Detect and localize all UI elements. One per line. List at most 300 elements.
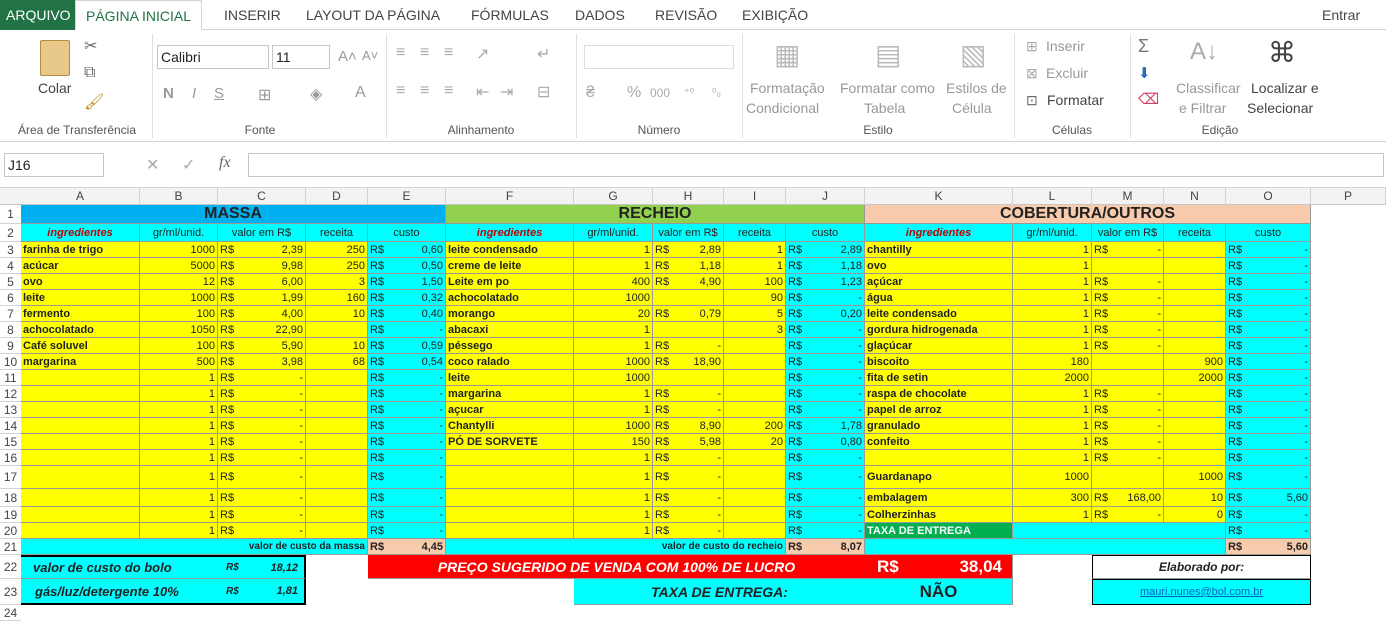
receita-value-massa[interactable]: 3	[306, 274, 368, 290]
ingredient-name-recheio[interactable]	[446, 523, 574, 539]
ingredient-name-recheio[interactable]: Chantylli	[446, 418, 574, 434]
custo-cell-cobertura[interactable]	[1226, 386, 1311, 402]
column-header-N[interactable]: N	[1164, 188, 1226, 205]
suggested-price-value[interactable]	[865, 555, 1013, 579]
decrease-indent-icon[interactable]: ⇤	[476, 84, 490, 101]
ingredient-name-cobertura[interactable]: leite condensado	[865, 306, 1013, 322]
valor-cell-cobertura[interactable]	[1092, 306, 1164, 322]
receita-value-recheio[interactable]: 200	[724, 418, 786, 434]
custo-cell-cobertura[interactable]	[1226, 242, 1311, 258]
ingredient-name-cobertura[interactable]: granulado	[865, 418, 1013, 434]
row-header-6[interactable]: 6	[0, 290, 21, 306]
custo-cell-cobertura[interactable]	[1226, 523, 1311, 539]
receita-value-recheio[interactable]: 1	[724, 258, 786, 274]
custo-cell-recheio[interactable]	[786, 386, 865, 402]
receita-value-recheio[interactable]: 1	[724, 242, 786, 258]
custo-cell-massa[interactable]	[368, 507, 446, 523]
column-header-B[interactable]: B	[140, 188, 218, 205]
column-header-O[interactable]: O	[1226, 188, 1311, 205]
insert-cells-icon[interactable]: ⊞	[1026, 38, 1038, 54]
gr-value-massa[interactable]: 500	[140, 354, 218, 370]
gr-value-cobertura[interactable]: 180	[1013, 354, 1092, 370]
name-box[interactable]: J16	[4, 153, 104, 177]
tab-pagina-inicial[interactable]: PÁGINA INICIAL	[75, 0, 202, 30]
valor-cell-recheio[interactable]	[653, 450, 724, 466]
receita-value-massa[interactable]: 250	[306, 258, 368, 274]
cut-icon[interactable]: ✂	[84, 38, 98, 55]
custo-cell-massa[interactable]	[368, 450, 446, 466]
row-header-13[interactable]: 13	[0, 402, 21, 418]
gr-value-recheio[interactable]: 1	[574, 242, 653, 258]
receita-value-cobertura[interactable]	[1164, 290, 1226, 306]
valor-cell-cobertura[interactable]	[1092, 450, 1164, 466]
receita-value-cobertura[interactable]: 2000	[1164, 370, 1226, 386]
receita-value-massa[interactable]	[306, 450, 368, 466]
find-line2[interactable]: Selecionar	[1247, 100, 1314, 116]
paste-button[interactable]: Colar	[38, 80, 72, 96]
receita-value-cobertura[interactable]	[1164, 258, 1226, 274]
sort-filter-icon[interactable]: A↓	[1190, 38, 1219, 65]
valor-cell-cobertura[interactable]	[1092, 290, 1164, 306]
autosum-icon[interactable]: Σ	[1138, 36, 1150, 56]
gr-value-recheio[interactable]: 1	[574, 386, 653, 402]
custo-cell-recheio[interactable]	[786, 242, 865, 258]
cobertura-total-value[interactable]	[1226, 539, 1311, 555]
receita-value-massa[interactable]	[306, 370, 368, 386]
custo-cell-cobertura[interactable]	[1226, 290, 1311, 306]
ingredient-name-massa[interactable]: margarina	[21, 354, 140, 370]
valor-cell-massa[interactable]	[218, 274, 306, 290]
custo-cell-massa[interactable]	[368, 306, 446, 322]
ingredient-name-massa[interactable]: fermento	[21, 306, 140, 322]
ingredient-name-recheio[interactable]: péssego	[446, 338, 574, 354]
valor-cell-massa[interactable]	[218, 354, 306, 370]
gr-value-recheio[interactable]: 1	[574, 402, 653, 418]
borders-icon[interactable]: ⊞	[258, 87, 272, 104]
valor-cell-massa[interactable]	[218, 450, 306, 466]
header-valor-massa[interactable]: valor em R$	[218, 224, 306, 242]
custo-cell-massa[interactable]	[368, 386, 446, 402]
valor-cell-cobertura[interactable]	[1092, 370, 1164, 386]
column-header-K[interactable]: K	[865, 188, 1013, 205]
valor-cell-recheio[interactable]	[653, 338, 724, 354]
receita-value-massa[interactable]	[306, 434, 368, 450]
custo-cell-recheio[interactable]	[786, 507, 865, 523]
gr-value-cobertura[interactable]: 300	[1013, 489, 1092, 507]
ingredient-name-cobertura[interactable]: chantilly	[865, 242, 1013, 258]
wrap-text-icon[interactable]: ↵	[537, 46, 551, 63]
tab-inserir[interactable]: INSERIR	[224, 7, 281, 23]
row-header-10[interactable]: 10	[0, 354, 21, 370]
row-header-21[interactable]: 21	[0, 539, 21, 555]
receita-value-massa[interactable]	[306, 466, 368, 489]
receita-value-massa[interactable]	[306, 386, 368, 402]
gr-value-massa[interactable]: 1	[140, 466, 218, 489]
ingredient-name-massa[interactable]: achocolatado	[21, 322, 140, 338]
receita-value-cobertura[interactable]	[1164, 418, 1226, 434]
valor-cell-massa[interactable]	[218, 306, 306, 322]
receita-value-recheio[interactable]	[724, 507, 786, 523]
custo-cell-massa[interactable]	[368, 290, 446, 306]
valor-cell-massa[interactable]	[218, 523, 306, 539]
tab-exibicao[interactable]: EXIBIÇÃO	[742, 7, 809, 23]
receita-value-massa[interactable]	[306, 523, 368, 539]
valor-cell-recheio[interactable]	[653, 322, 724, 338]
gr-value-cobertura[interactable]: 1	[1013, 418, 1092, 434]
ingredient-name-cobertura[interactable]: Colherzinhas	[865, 507, 1013, 523]
custo-cell-recheio[interactable]	[786, 338, 865, 354]
tab-arquivo[interactable]: ARQUIVO	[0, 0, 77, 30]
custo-cell-cobertura[interactable]	[1226, 507, 1311, 523]
cobertura-total-fill[interactable]	[865, 539, 1226, 555]
gr-value-massa[interactable]: 5000	[140, 258, 218, 274]
gr-value-massa[interactable]: 1	[140, 507, 218, 523]
font-size-select[interactable]: 11	[272, 45, 330, 69]
receita-value-recheio[interactable]: 3	[724, 322, 786, 338]
align-left-icon[interactable]: ≡	[396, 82, 406, 99]
row-header-5[interactable]: 5	[0, 274, 21, 290]
accounting-icon[interactable]: ₴	[586, 84, 595, 101]
ingredient-name-recheio[interactable]: Leite em po	[446, 274, 574, 290]
valor-cell-recheio[interactable]	[653, 523, 724, 539]
gr-value-massa[interactable]: 1	[140, 386, 218, 402]
ingredient-name-recheio[interactable]: abacaxi	[446, 322, 574, 338]
ingredient-name-cobertura[interactable]: açúcar	[865, 274, 1013, 290]
gr-value-recheio[interactable]: 1	[574, 489, 653, 507]
custo-cell-recheio[interactable]	[786, 274, 865, 290]
custo-cell-massa[interactable]	[368, 466, 446, 489]
valor-cell-massa[interactable]	[218, 242, 306, 258]
tab-dados[interactable]: DADOS	[575, 7, 625, 23]
tab-layout[interactable]: LAYOUT DA PÁGINA	[306, 7, 441, 23]
bold-button[interactable]: N	[163, 85, 174, 102]
ingredient-name-massa[interactable]: leite	[21, 290, 140, 306]
ingredient-name-massa[interactable]	[21, 370, 140, 386]
column-header-M[interactable]: M	[1092, 188, 1164, 205]
gr-value-recheio[interactable]: 1000	[574, 370, 653, 386]
gr-value-massa[interactable]: 1	[140, 402, 218, 418]
cell-styles-icon[interactable]: ▧	[960, 39, 987, 70]
row-header-14[interactable]: 14	[0, 418, 21, 434]
ingredient-name-recheio[interactable]: creme de leite	[446, 258, 574, 274]
valor-cell-cobertura[interactable]	[1092, 242, 1164, 258]
section-header-massa[interactable]: MASSA	[21, 205, 446, 224]
recheio-total-value[interactable]	[786, 539, 865, 555]
gr-value-cobertura[interactable]: 1	[1013, 434, 1092, 450]
column-header-J[interactable]: J	[786, 188, 865, 205]
valor-cell-massa[interactable]	[218, 290, 306, 306]
custo-cell-massa[interactable]	[368, 274, 446, 290]
custo-cell-cobertura[interactable]	[1226, 489, 1311, 507]
receita-value-recheio[interactable]	[724, 523, 786, 539]
format-cells-icon[interactable]: ⊡	[1026, 92, 1038, 108]
custo-cell-massa[interactable]	[368, 418, 446, 434]
valor-cell-recheio[interactable]	[653, 370, 724, 386]
receita-value-cobertura[interactable]	[1164, 386, 1226, 402]
receita-value-massa[interactable]	[306, 507, 368, 523]
valor-cell-massa[interactable]	[218, 370, 306, 386]
receita-value-recheio[interactable]	[724, 450, 786, 466]
custo-cell-recheio[interactable]	[786, 258, 865, 274]
orientation-icon[interactable]: ↗	[476, 46, 490, 63]
receita-value-recheio[interactable]	[724, 489, 786, 507]
custo-cell-recheio[interactable]	[786, 354, 865, 370]
gr-value-cobertura[interactable]: 1000	[1013, 466, 1092, 489]
valor-cell-recheio[interactable]	[653, 274, 724, 290]
ingredient-name-massa[interactable]: ovo	[21, 274, 140, 290]
align-middle-icon[interactable]: ≡	[420, 44, 430, 61]
header-receita-massa[interactable]: receita	[306, 224, 368, 242]
receita-value-cobertura[interactable]	[1164, 322, 1226, 338]
section-header-cobertura[interactable]: COBERTURA/OUTROS	[865, 205, 1311, 224]
ingredient-name-massa[interactable]	[21, 450, 140, 466]
align-center-icon[interactable]: ≡	[420, 82, 430, 99]
row-header-19[interactable]: 19	[0, 507, 21, 523]
increase-decimal-icon[interactable]: ⁺⁰	[684, 87, 695, 99]
custo-cell-massa[interactable]	[368, 434, 446, 450]
taxa-fill[interactable]	[1013, 523, 1226, 539]
ingredient-name-cobertura[interactable]: papel de arroz	[865, 402, 1013, 418]
recheio-total-label[interactable]: valor de custo do recheio	[446, 539, 786, 555]
gr-value-recheio[interactable]: 1	[574, 322, 653, 338]
format-table-icon[interactable]: ▤	[875, 39, 902, 70]
ingredient-name-cobertura[interactable]: Guardanapo	[865, 466, 1013, 489]
ingredient-name-recheio[interactable]: morango	[446, 306, 574, 322]
format-table-line2[interactable]: Tabela	[864, 100, 906, 116]
gr-value-massa[interactable]: 1	[140, 489, 218, 507]
header-gr-cobertura[interactable]: gr/ml/unid.	[1013, 224, 1092, 242]
custo-cell-recheio[interactable]	[786, 370, 865, 386]
gr-value-massa[interactable]: 100	[140, 338, 218, 354]
font-name-select[interactable]: Calibri	[157, 45, 269, 69]
delete-button[interactable]: Excluir	[1046, 65, 1089, 81]
insert-function-icon[interactable]: fx	[219, 154, 231, 171]
valor-cell-recheio[interactable]	[653, 354, 724, 370]
column-header-L[interactable]: L	[1013, 188, 1092, 205]
custo-cell-recheio[interactable]	[786, 489, 865, 507]
custo-cell-cobertura[interactable]	[1226, 338, 1311, 354]
valor-cell-recheio[interactable]	[653, 306, 724, 322]
valor-cell-recheio[interactable]	[653, 242, 724, 258]
receita-value-cobertura[interactable]: 10	[1164, 489, 1226, 507]
gr-value-recheio[interactable]: 1	[574, 338, 653, 354]
ingredient-name-massa[interactable]	[21, 523, 140, 539]
custo-cell-cobertura[interactable]	[1226, 306, 1311, 322]
sort-line1[interactable]: Classificar	[1176, 80, 1241, 96]
ingredient-name-massa[interactable]	[21, 434, 140, 450]
receita-value-massa[interactable]: 160	[306, 290, 368, 306]
percent-icon[interactable]: %	[627, 84, 642, 101]
bolo-cost-label[interactable]: valor de custo do bolo	[21, 555, 306, 579]
cancel-icon[interactable]: ✕	[146, 157, 160, 174]
ingredient-name-recheio[interactable]	[446, 466, 574, 489]
header-valor-cobertura[interactable]: valor em R$	[1092, 224, 1164, 242]
receita-value-cobertura[interactable]: 900	[1164, 354, 1226, 370]
gr-value-massa[interactable]: 1	[140, 418, 218, 434]
gr-value-recheio[interactable]: 1000	[574, 354, 653, 370]
gr-value-recheio[interactable]: 1	[574, 450, 653, 466]
gr-value-cobertura[interactable]: 1	[1013, 386, 1092, 402]
custo-cell-cobertura[interactable]	[1226, 274, 1311, 290]
receita-value-massa[interactable]	[306, 402, 368, 418]
ingredient-name-cobertura[interactable]: ovo	[865, 258, 1013, 274]
row-header-7[interactable]: 7	[0, 306, 21, 322]
cell-styles-line1[interactable]: Estilos de	[946, 80, 1007, 96]
row-header-24[interactable]: 24	[0, 605, 21, 621]
elaborado-label[interactable]: Elaborado por:	[1092, 555, 1311, 579]
header-receita-cobertura[interactable]: receita	[1164, 224, 1226, 242]
custo-cell-massa[interactable]	[368, 523, 446, 539]
custo-cell-massa[interactable]	[368, 322, 446, 338]
receita-value-cobertura[interactable]: 1000	[1164, 466, 1226, 489]
binoculars-icon[interactable]: ⌘	[1268, 37, 1296, 68]
gr-value-massa[interactable]: 1000	[140, 242, 218, 258]
header-custo-recheio[interactable]: custo	[786, 224, 865, 242]
gr-value-massa[interactable]: 100	[140, 306, 218, 322]
gr-value-recheio[interactable]: 1	[574, 258, 653, 274]
valor-cell-cobertura[interactable]	[1092, 434, 1164, 450]
column-header-I[interactable]: I	[724, 188, 786, 205]
ingredient-name-massa[interactable]: Café soluvel	[21, 338, 140, 354]
header-custo-massa[interactable]: custo	[368, 224, 446, 242]
row-header-18[interactable]: 18	[0, 489, 21, 507]
receita-value-recheio[interactable]	[724, 354, 786, 370]
valor-cell-recheio[interactable]	[653, 258, 724, 274]
signin-link[interactable]: Entrar	[1322, 7, 1361, 23]
valor-cell-massa[interactable]	[218, 402, 306, 418]
valor-cell-cobertura[interactable]	[1092, 466, 1164, 489]
valor-cell-massa[interactable]	[218, 418, 306, 434]
valor-cell-massa[interactable]	[218, 507, 306, 523]
custo-cell-massa[interactable]	[368, 258, 446, 274]
row-header-12[interactable]: 12	[0, 386, 21, 402]
receita-value-cobertura[interactable]	[1164, 434, 1226, 450]
gr-value-massa[interactable]: 1000	[140, 290, 218, 306]
underline-button[interactable]: S	[214, 85, 225, 102]
gr-value-massa[interactable]: 1	[140, 523, 218, 539]
receita-value-recheio[interactable]: 5	[724, 306, 786, 322]
row-header-16[interactable]: 16	[0, 450, 21, 466]
ingredient-name-recheio[interactable]: leite condensado	[446, 242, 574, 258]
format-button[interactable]: Formatar	[1047, 92, 1104, 108]
custo-cell-cobertura[interactable]	[1226, 354, 1311, 370]
ingredient-name-recheio[interactable]: achocolatado	[446, 290, 574, 306]
receita-value-massa[interactable]	[306, 489, 368, 507]
custo-cell-recheio[interactable]	[786, 402, 865, 418]
ingredient-name-massa[interactable]	[21, 489, 140, 507]
receita-value-cobertura[interactable]	[1164, 338, 1226, 354]
receita-value-recheio[interactable]	[724, 466, 786, 489]
cond-format-line1[interactable]: Formatação	[750, 80, 825, 96]
valor-cell-recheio[interactable]	[653, 489, 724, 507]
number-format-select[interactable]	[584, 45, 734, 69]
ingredient-name-recheio[interactable]: coco ralado	[446, 354, 574, 370]
receita-value-cobertura[interactable]: 0	[1164, 507, 1226, 523]
ingredient-name-recheio[interactable]: açucar	[446, 402, 574, 418]
ingredient-name-cobertura[interactable]	[865, 450, 1013, 466]
row-header-15[interactable]: 15	[0, 434, 21, 450]
receita-value-cobertura[interactable]	[1164, 450, 1226, 466]
row-header-4[interactable]: 4	[0, 258, 21, 274]
column-header-A[interactable]: A	[21, 188, 140, 205]
receita-value-recheio[interactable]	[724, 370, 786, 386]
ingredient-name-cobertura[interactable]: fita de setin	[865, 370, 1013, 386]
align-bottom-icon[interactable]: ≡	[444, 44, 454, 61]
delivery-fee-value[interactable]: NÃO	[865, 579, 1013, 605]
receita-value-recheio[interactable]: 100	[724, 274, 786, 290]
header-gr-recheio[interactable]: gr/ml/unid.	[574, 224, 653, 242]
valor-cell-massa[interactable]	[218, 489, 306, 507]
custo-cell-recheio[interactable]	[786, 322, 865, 338]
valor-cell-cobertura[interactable]	[1092, 322, 1164, 338]
custo-cell-massa[interactable]	[368, 489, 446, 507]
ingredient-name-cobertura[interactable]: confeito	[865, 434, 1013, 450]
gr-value-cobertura[interactable]: 1	[1013, 242, 1092, 258]
receita-value-cobertura[interactable]	[1164, 274, 1226, 290]
fill-icon[interactable]: ⬇	[1138, 65, 1151, 82]
ingredient-name-cobertura[interactable]: raspa de chocolate	[865, 386, 1013, 402]
custo-cell-massa[interactable]	[368, 402, 446, 418]
gr-value-cobertura[interactable]: 1	[1013, 290, 1092, 306]
ingredient-name-massa[interactable]: acúcar	[21, 258, 140, 274]
row-header-22[interactable]: 22	[0, 555, 21, 579]
gr-value-massa[interactable]: 12	[140, 274, 218, 290]
ingredient-name-massa[interactable]	[21, 507, 140, 523]
increase-indent-icon[interactable]: ⇥	[500, 84, 514, 101]
cell-styles-line2[interactable]: Célula	[952, 100, 992, 116]
valor-cell-massa[interactable]	[218, 386, 306, 402]
decrease-decimal-icon[interactable]: ⁰₀	[712, 87, 721, 99]
header-custo-cobertura[interactable]: custo	[1226, 224, 1311, 242]
ingredient-name-cobertura[interactable]: água	[865, 290, 1013, 306]
receita-value-recheio[interactable]: 90	[724, 290, 786, 306]
paste-icon[interactable]	[40, 40, 70, 76]
valor-cell-cobertura[interactable]	[1092, 402, 1164, 418]
valor-cell-cobertura[interactable]	[1092, 418, 1164, 434]
valor-cell-recheio[interactable]	[653, 507, 724, 523]
delivery-fee-label[interactable]: TAXA DE ENTREGA:	[574, 579, 865, 605]
gr-value-recheio[interactable]: 150	[574, 434, 653, 450]
header-receita-recheio[interactable]: receita	[724, 224, 786, 242]
delete-cells-icon[interactable]: ⊠	[1026, 65, 1038, 81]
custo-cell-recheio[interactable]	[786, 434, 865, 450]
custo-cell-cobertura[interactable]	[1226, 466, 1311, 489]
gas-cost-label[interactable]: gás/luz/detergente 10%	[21, 579, 218, 605]
valor-cell-massa[interactable]	[218, 338, 306, 354]
ingredient-name-recheio[interactable]	[446, 450, 574, 466]
custo-cell-cobertura[interactable]	[1226, 370, 1311, 386]
tab-formulas[interactable]: FÓRMULAS	[471, 7, 549, 23]
row-header-8[interactable]: 8	[0, 322, 21, 338]
custo-cell-massa[interactable]	[368, 354, 446, 370]
gr-value-cobertura[interactable]: 1	[1013, 322, 1092, 338]
clear-icon[interactable]: ⌫	[1138, 91, 1160, 108]
ingredient-name-cobertura[interactable]: glaçúcar	[865, 338, 1013, 354]
gas-cost-value[interactable]	[218, 579, 306, 605]
receita-value-massa[interactable]: 250	[306, 242, 368, 258]
valor-cell-cobertura[interactable]	[1092, 274, 1164, 290]
row-header-23[interactable]: 23	[0, 579, 21, 605]
valor-cell-recheio[interactable]	[653, 418, 724, 434]
align-right-icon[interactable]: ≡	[444, 82, 454, 99]
receita-value-massa[interactable]: 68	[306, 354, 368, 370]
gr-value-cobertura[interactable]: 1	[1013, 274, 1092, 290]
author-email-link[interactable]: mauri.nunes@bol.com.br	[1092, 579, 1311, 605]
tab-revisao[interactable]: REVISÃO	[655, 7, 718, 23]
conditional-format-icon[interactable]: ▦	[774, 39, 801, 70]
receita-value-cobertura[interactable]	[1164, 306, 1226, 322]
custo-cell-cobertura[interactable]	[1226, 258, 1311, 274]
